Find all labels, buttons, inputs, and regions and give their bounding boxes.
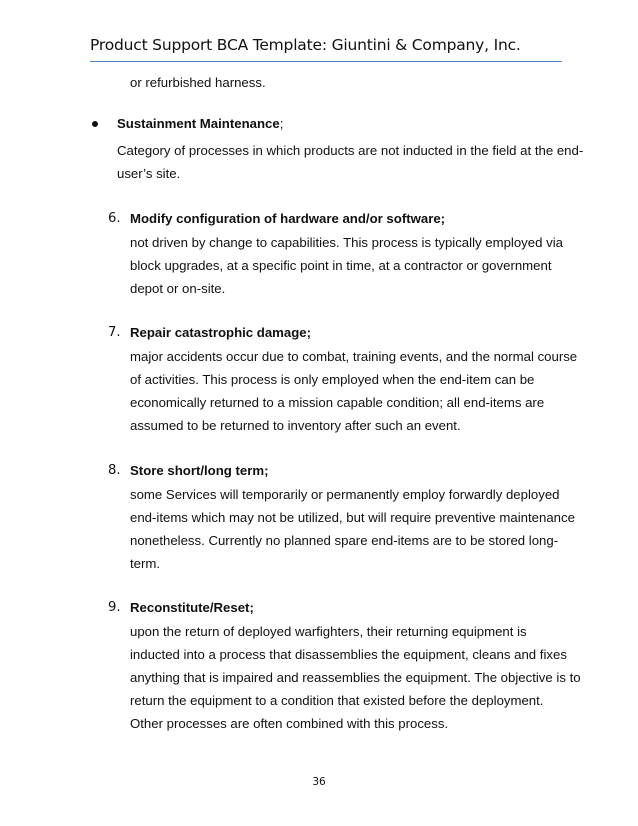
item-line: end-items which may not be utilized, but will require preventive maintenance [130, 510, 575, 525]
item-line: depot or on-site. [130, 281, 226, 296]
bullet-icon [92, 121, 98, 127]
sustainment-line: Category of processes in which products are not inducted in the field at the end- [117, 143, 584, 158]
page-number: 36 [312, 776, 326, 788]
sustainment-punct: ; [279, 116, 284, 131]
sustainment-line: user’s site. [117, 166, 181, 181]
item-line: nonetheless. Currently no planned spare end-items are to be stored long- [130, 533, 559, 548]
item-title: Modify configuration of hardware and/or software; [130, 211, 446, 226]
item-title: Store short/long term; [130, 463, 269, 478]
item-number: 9. [108, 600, 121, 615]
item-title: Repair catastrophic damage; [130, 325, 312, 340]
item-line: economically returned to a mission capable condition; all end-items are [130, 395, 545, 410]
item-line: inducted into a process that disassemblies the equipment, cleans and fixes [130, 647, 567, 662]
sustainment-title: Sustainment Maintenance [117, 116, 280, 131]
item-number: 8. [108, 463, 121, 478]
item-number: 7. [108, 325, 121, 340]
item-line: major accidents occur due to combat, training events, and the normal course [130, 349, 578, 364]
item-line: term. [130, 556, 161, 571]
item-line: block upgrades, at a specific point in time, at a contractor or government [130, 258, 552, 273]
item-title: Reconstitute/Reset; [130, 600, 254, 615]
item-number: 6. [108, 211, 121, 226]
item-line: not driven by change to capabilities. This process is typically employed via [130, 235, 563, 250]
item-line: of activities. This process is only employed when the end-item can be [130, 372, 535, 387]
item-line: return the equipment to a condition that existed before the deployment. [130, 693, 544, 708]
item-line: assumed to be returned to inventory after such an event. [130, 418, 461, 433]
item-line: upon the return of deployed warfighters, their returning equipment is [130, 624, 527, 639]
header-divider [90, 61, 562, 62]
item-line: some Services will temporarily or permanently employ forwardly deployed [130, 487, 560, 502]
sustainment-heading [117, 116, 283, 132]
item-line: anything that is impaired and reassemblies the equipment. The objective is to [130, 670, 581, 685]
continuation-text: or refurbished harness. [130, 75, 266, 90]
page-header-title: Product Support BCA Template: Giuntini & Company, Inc. [90, 36, 521, 54]
item-line: Other processes are often combined with this process. [130, 716, 449, 731]
